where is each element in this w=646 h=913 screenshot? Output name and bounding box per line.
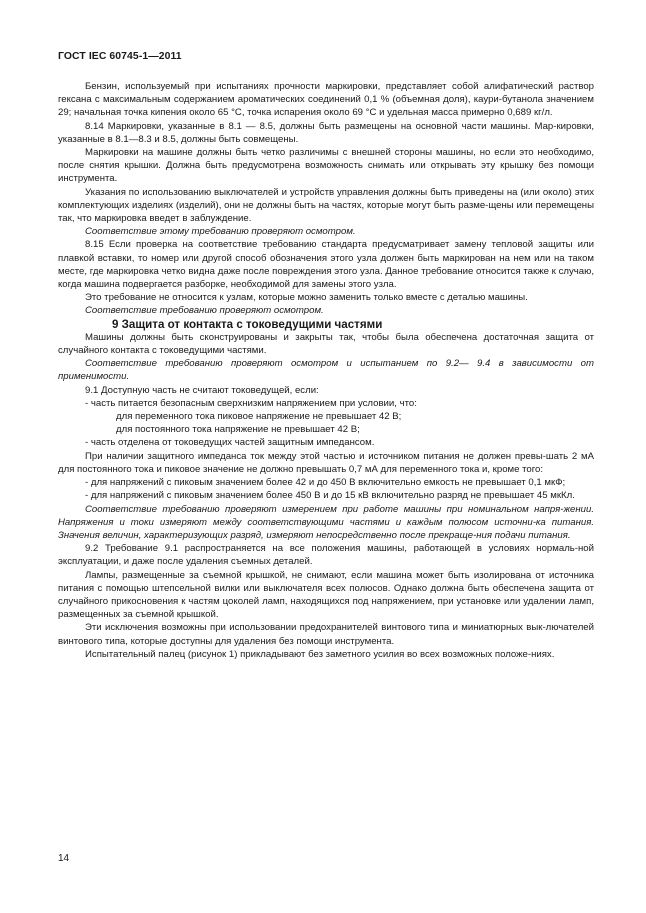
section-heading: 9 Защита от контакта с токоведущими частями (112, 317, 383, 331)
paragraph-9-2: 9.2 Требование 9.1 распространяется на все положения машины, работающей в условиях нормаль-ной эксплуатации, и даже после удаления съемных деталей. (58, 543, 594, 568)
paragraph-marking-visibility: Маркировки на машине должны быть четко различимы с внешней стороны машины, но если это необходимо, после снятия крышки. Должна быть предусмотрена возможность снимать или открывать эту крышку без помощи инструмента. (58, 147, 594, 185)
list-item: - часть питается безопасным сверхнизким напряжением при условии, что: (85, 397, 417, 409)
list-item: - часть отделена от токоведущих частей защитным импедансом. (85, 437, 375, 449)
compliance-note: Соответствие требованию проверяют измерением при работе машины при номинальном напря-жении. Напряжения и токи измеряют между соответствующими частями и каждым полюсом источни-ка питания. Значения величин, характеризующих разряд, измеряют непосредственно после прекраще-ния подачи питания. (58, 503, 594, 541)
paragraph-8-14: 8.14 Маркировки, указанные в 8.1 — 8.5, должны быть размещены на основной части машины. Мар-кировки, указанные в 8.1—8.3 и 8.5, должны быть совмещены. (58, 120, 594, 145)
paragraph-fuse-exceptions: Эти исключения возможны при использовании предохранителей винтового типа и миниатюрных вык-лючателей винтового типа, которые доступны для удаления без помощи инструмента. (58, 622, 594, 647)
list-item: - для напряжений с пиковым значением более 42 и до 450 В включительно емкость не превышает 0,1 мкФ; (85, 477, 566, 489)
paragraph-8-15: 8.15 Если проверка на соответствие требованию стандарта предусматривает замену тепловой защиты или плавкой вставки, то номер или другой способ обозначения этого узла должен быть маркирован на нем или на таком месте, где маркировка четко видна даже после повреждения этого узла. Данное требование относится также к случаю, когда машина подвергается разборке, необходимой для замены этого узла. (58, 239, 594, 291)
body-text (58, 80, 594, 661)
paragraph-9-1: 9.1 Доступную часть не считают токоведущей, если: (85, 384, 319, 396)
compliance-note: Соответствие этому требованию проверяют осмотром. (85, 226, 356, 238)
paragraph-lamps: Лампы, размещенные за съемной крышкой, не снимают, если машина может быть изолирована от источника питания с помощью штепсельной вилки или выключателя всех полюсов. Однако должна быть обеспечена защита от случайного прикосновения к частям цоколей ламп, находящихся под напряжением, при установке или удалении ламп, размещенных за съемной крышкой. (58, 569, 594, 621)
standard-header: ГОСТ IEC 60745-1—2011 (58, 51, 182, 62)
list-subitem: для постоянного тока напряжение не превышает 42 В; (116, 424, 360, 436)
page-number: 14 (58, 853, 70, 864)
compliance-note: Соответствие требованию проверяют осмотром и испытанием по 9.2— 9.4 в зависимости от применимости. (58, 358, 594, 383)
paragraph-section-9-intro: Машины должны быть сконструированы и закрыты так, чтобы была обеспечена достаточная защита от случайного контакта с токоведущими частями. (58, 331, 594, 357)
paragraph-petrol: Бензин, используемый при испытаниях прочности маркировки, представляет собой алифатический раствор гексана с максимальным содержанием ароматических соединений 0,1 % (объемная доля), каури-бутанола значением 29; начальная точка кипения около 65 °С, точка испарения около 69 °С и удельная масса примерно 0,689 кг/л. (58, 81, 594, 119)
compliance-note: Соответствие требованию проверяют осмотром. (85, 305, 324, 317)
paragraph-exception: Это требование не относится к узлам, которые можно заменить только вместе с деталью машины. (85, 292, 528, 304)
paragraph-switch-instructions: Указания по использованию выключателей и устройств управления должны быть приведены на (или около) этих комплектующих изделиях (изделий), они не должны быть на частях, которые могут быть разме-щены или перемещены так, что маркировка введет в заблуждение. (58, 186, 594, 225)
paragraph-test-finger: Испытательный палец (рисунок 1) прикладывают без заметного усилия во всех возможных положе-ниях. (85, 648, 555, 660)
list-item: - для напряжений с пиковым значением более 450 В и до 15 кВ включительно разряд не превышает 45 мкКл. (85, 490, 575, 502)
list-subitem: для переменного тока пиковое напряжение не превышает 42 В; (116, 411, 402, 423)
paragraph-impedance: При наличии защитного импеданса ток между этой частью и источником питания не должен превы-шать 2 мА для постоянного тока и пиковое значение не должно превышать 0,7 мА для переменного тока и, кроме того: (58, 450, 594, 475)
